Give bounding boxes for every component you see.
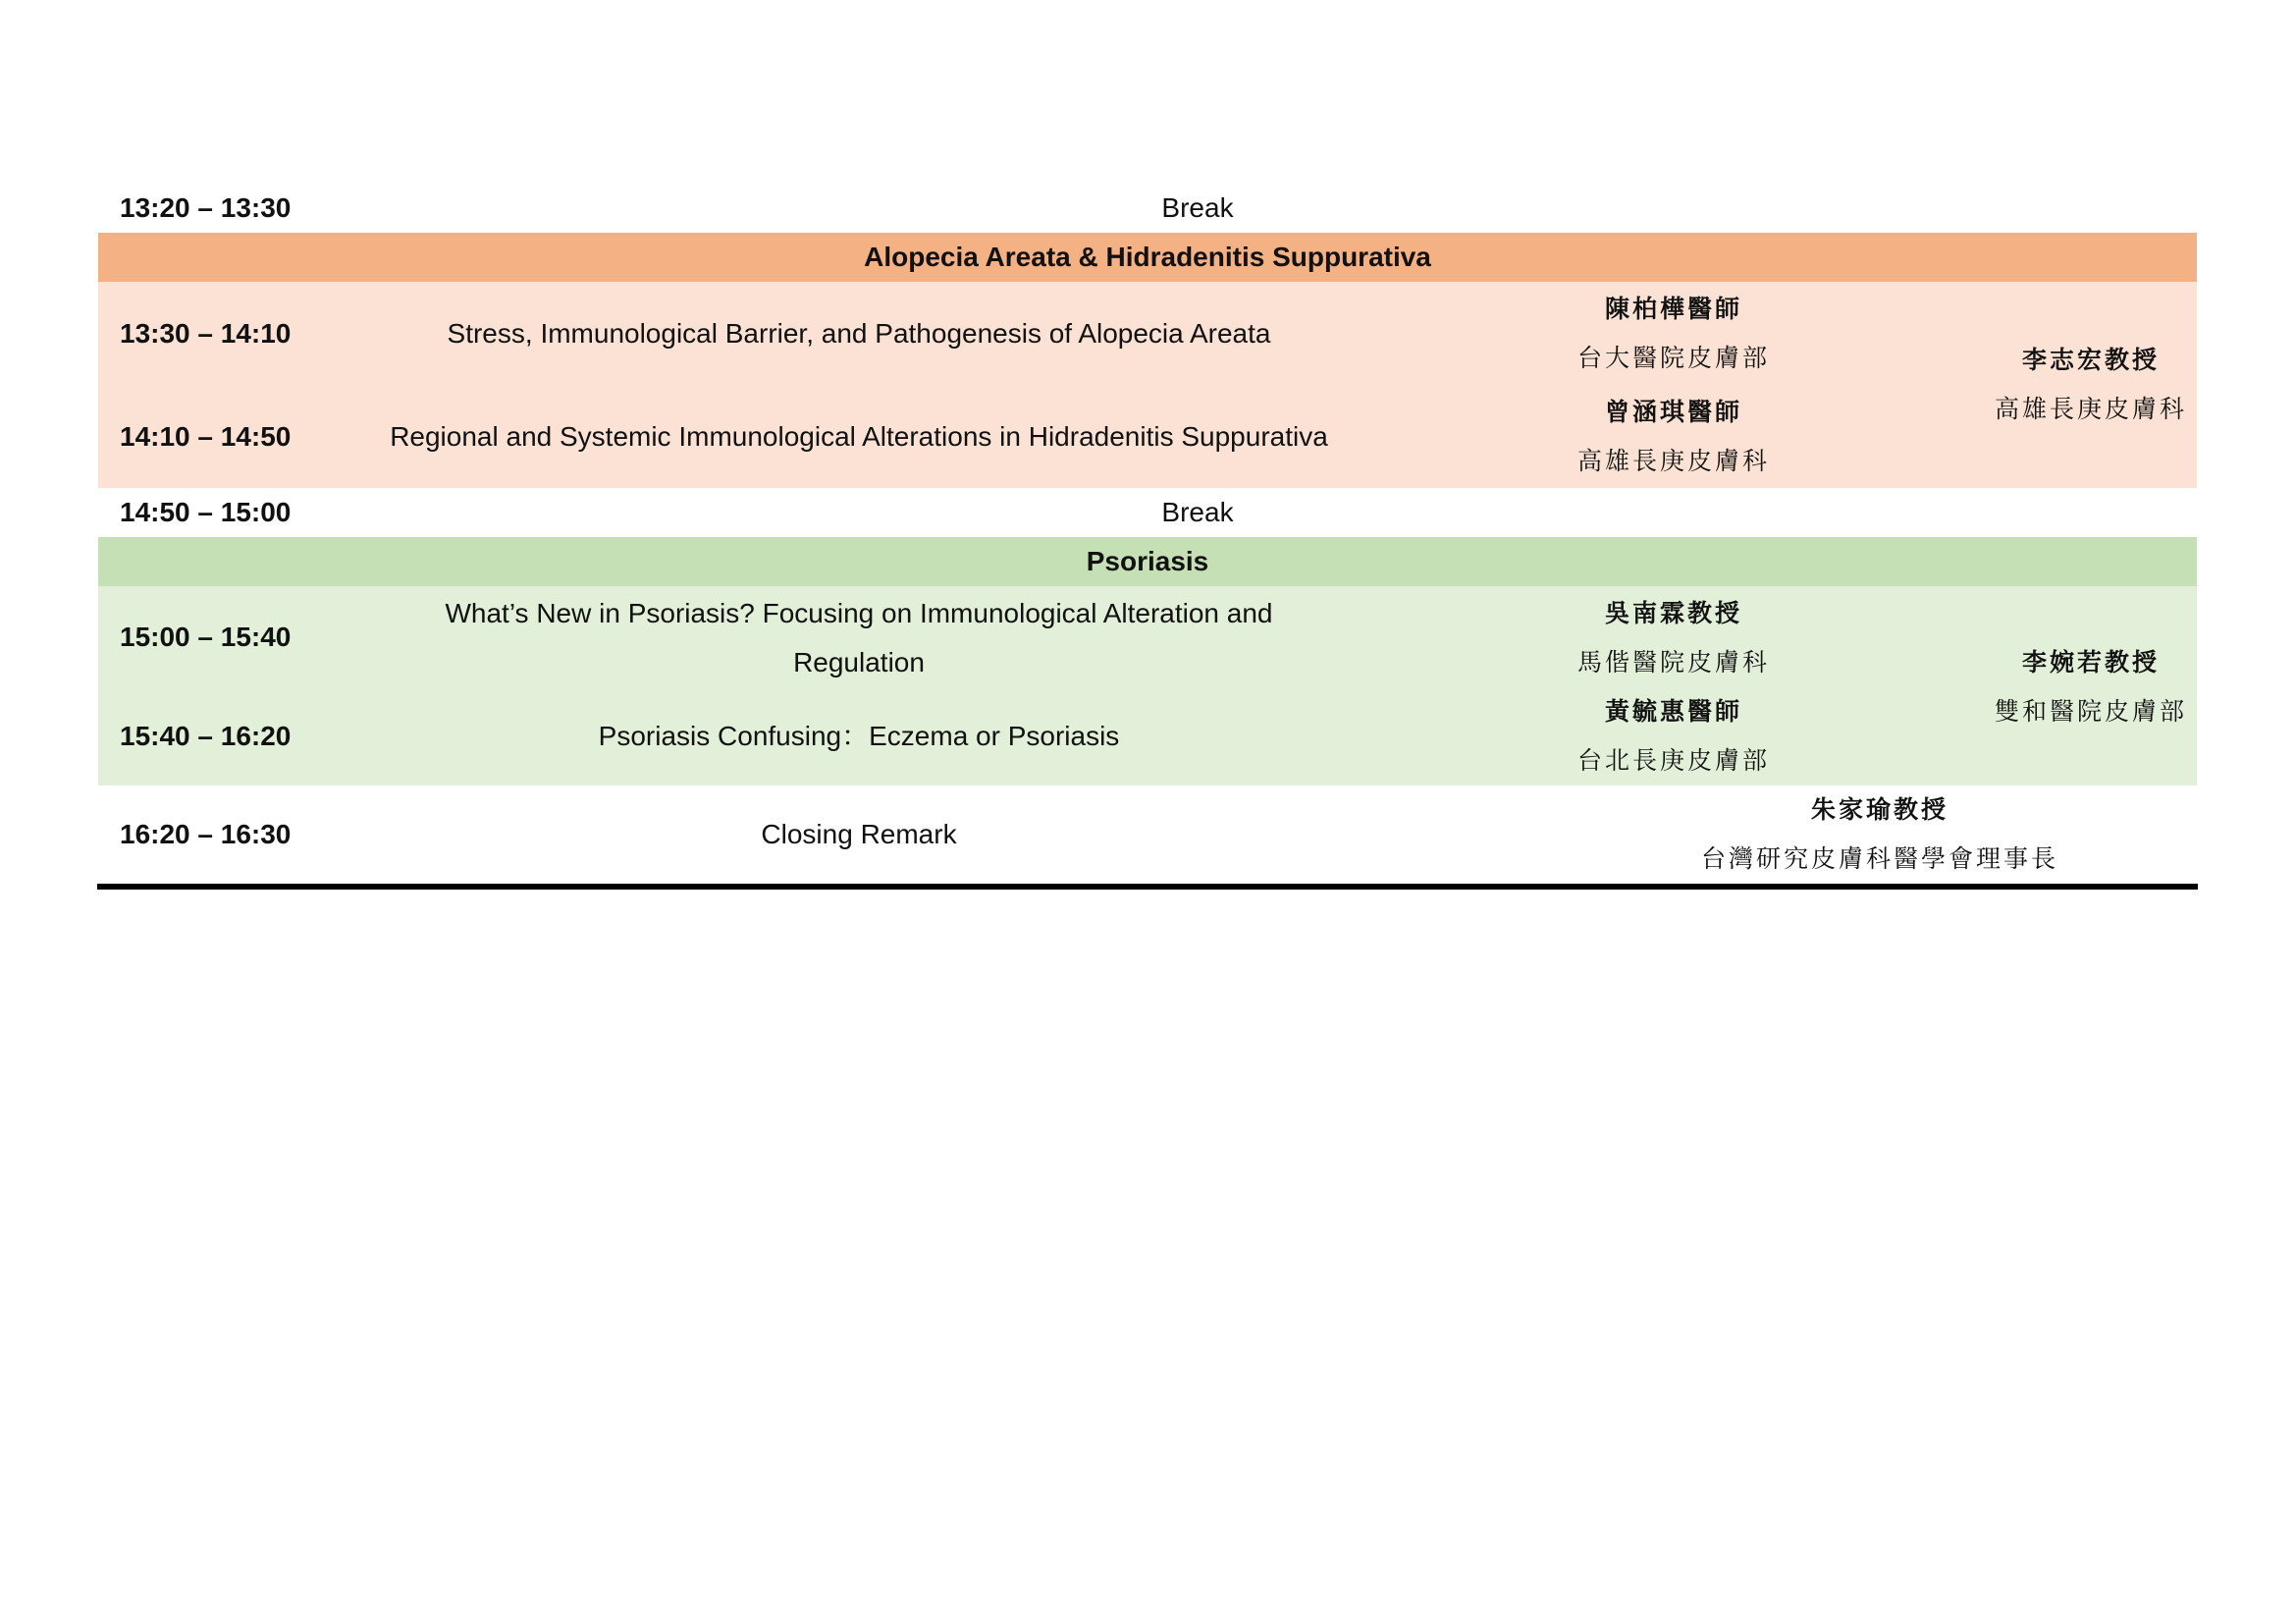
time-slot: 14:50 – 15:00 bbox=[120, 497, 292, 527]
time-slot: 16:20 – 16:30 bbox=[120, 819, 292, 849]
section-title: Alopecia Areata & Hidradenitis Suppurativa bbox=[864, 242, 1431, 272]
speaker-name: 曾涵琪醫師 bbox=[1604, 397, 1742, 426]
talk-title-text: Regional and Systemic Immunological Alterations in Hidradenitis Suppurativa bbox=[390, 420, 1328, 452]
talk-title bbox=[353, 687, 1364, 785]
talk-title-text: Stress, Immunological Barrier, and Pathogenesis of Alopecia Areata bbox=[447, 317, 1271, 349]
speaker-affiliation: 台北長庚皮膚部 bbox=[1576, 746, 1770, 775]
break-row bbox=[98, 488, 2197, 537]
moderator-affiliation: 高雄長庚皮膚科 bbox=[1994, 395, 2187, 423]
closing-label bbox=[353, 785, 1364, 884]
speaker-affiliation: 馬偕醫院皮膚科 bbox=[1576, 648, 1770, 677]
speaker-name: 吳南霖教授 bbox=[1604, 599, 1742, 627]
break-row bbox=[98, 184, 2197, 233]
time-slot: 15:40 – 16:20 bbox=[120, 721, 292, 751]
talk-title bbox=[353, 385, 1364, 488]
time-slot: 15:00 – 15:40 bbox=[120, 621, 292, 652]
speaker-affiliation: 高雄長庚皮膚科 bbox=[1576, 446, 1770, 475]
talk-title bbox=[353, 589, 1364, 687]
moderator bbox=[1845, 336, 2296, 434]
moderator bbox=[1845, 638, 2296, 736]
break-label: Break bbox=[1161, 192, 1234, 223]
closing-speaker bbox=[1423, 785, 2296, 884]
section-header-alopecia bbox=[98, 233, 2197, 282]
moderator-name: 李志宏教授 bbox=[2021, 346, 2160, 374]
closing-row bbox=[98, 785, 2197, 884]
table-bottom-rule bbox=[97, 884, 2198, 890]
time-slot: 13:20 – 13:30 bbox=[120, 192, 292, 223]
break-label: Break bbox=[1161, 497, 1234, 527]
speaker-name: 朱家瑜教授 bbox=[1810, 795, 1949, 824]
speaker-name: 黃毓惠醫師 bbox=[1604, 697, 1742, 726]
section-header-psoriasis bbox=[98, 537, 2197, 586]
moderator-name: 李婉若教授 bbox=[2021, 648, 2160, 677]
closing-label-text: Closing Remark bbox=[761, 819, 957, 849]
time-slot: 13:30 – 14:10 bbox=[120, 317, 292, 349]
talk-title bbox=[353, 282, 1364, 385]
moderator-affiliation: 雙和醫院皮膚部 bbox=[1994, 697, 2187, 726]
talk-title-text: Psoriasis Confusing：Eczema or Psoriasis bbox=[598, 721, 1120, 751]
section-body-alopecia bbox=[98, 282, 2197, 488]
speaker-name: 陳柏樺醫師 bbox=[1604, 295, 1742, 323]
speaker-affiliation: 台灣研究皮膚科醫學會理事長 bbox=[1700, 844, 2058, 873]
talk-title-line: Regulation bbox=[793, 647, 925, 677]
section-title: Psoriasis bbox=[1086, 546, 1209, 576]
talk-title-line: What’s New in Psoriasis? Focusing on Immunological Alteration and bbox=[445, 598, 1273, 628]
section-body-psoriasis bbox=[98, 586, 2197, 785]
time-slot: 14:10 – 14:50 bbox=[120, 420, 292, 452]
speaker-affiliation: 台大醫院皮膚部 bbox=[1576, 344, 1770, 372]
